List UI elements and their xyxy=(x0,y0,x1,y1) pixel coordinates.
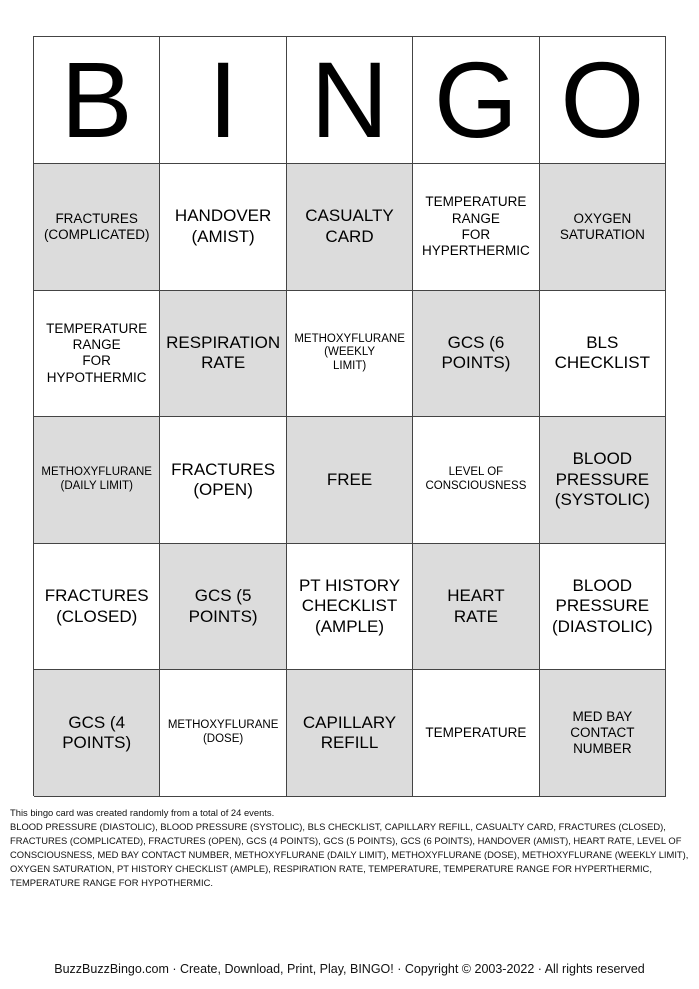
header-letter-o: O xyxy=(540,37,666,164)
bingo-cell: TEMPERATURE RANGE FOR HYPERTHERMIC xyxy=(413,164,539,291)
bingo-cell: TEMPERATURE xyxy=(413,670,539,797)
bingo-cell: RESPIRATION RATE xyxy=(160,291,287,418)
bingo-cell: OXYGEN SATURATION xyxy=(540,164,666,291)
bingo-cell: GCS (4 POINTS) xyxy=(34,670,160,797)
bingo-cell: CASUALTY CARD xyxy=(287,164,413,291)
bingo-cell: GCS (6 POINTS) xyxy=(413,291,539,418)
card-notes xyxy=(10,806,692,890)
bingo-cell: GCS (5 POINTS) xyxy=(160,544,286,671)
bingo-row xyxy=(34,670,666,797)
bingo-cell: BLS CHECKLIST xyxy=(540,291,666,418)
bingo-row xyxy=(34,417,666,544)
bingo-row xyxy=(34,291,666,418)
header-letter-i: I xyxy=(160,37,286,164)
bingo-header-row xyxy=(34,37,666,164)
bingo-cell: LEVEL OF CONSCIOUSNESS xyxy=(413,417,539,544)
header-letter-g: G xyxy=(413,37,539,164)
bingo-row xyxy=(34,544,666,671)
bingo-cell: PT HISTORY CHECKLIST (AMPLE) xyxy=(287,544,413,671)
bingo-cell: METHOXYFLURANE (WEEKLY LIMIT) xyxy=(287,291,413,418)
bingo-row xyxy=(34,164,666,291)
bingo-cell: MED BAY CONTACT NUMBER xyxy=(540,670,666,797)
bingo-cell: BLOOD PRESSURE (SYSTOLIC) xyxy=(540,417,666,544)
bingo-cell: FRACTURES (OPEN) xyxy=(160,417,286,544)
bingo-cell: CAPILLARY REFILL xyxy=(287,670,413,797)
bingo-cell: METHOXYFLURANE (DOSE) xyxy=(160,670,286,797)
bingo-cell: TEMPERATURE RANGE FOR HYPOTHERMIC xyxy=(34,291,160,418)
bingo-cell: HEART RATE xyxy=(413,544,539,671)
bingo-cell: HANDOVER (AMIST) xyxy=(160,164,286,291)
bingo-cell: FRACTURES (CLOSED) xyxy=(34,544,160,671)
header-letter-n: N xyxy=(287,37,413,164)
bingo-cell: FREE xyxy=(287,417,413,544)
bingo-grid xyxy=(34,164,666,797)
notes-intro: This bingo card was created randomly from a total of 24 events. xyxy=(10,807,275,818)
bingo-cell: METHOXYFLURANE (DAILY LIMIT) xyxy=(34,417,160,544)
bingo-card xyxy=(33,36,666,796)
bingo-cell: FRACTURES (COMPLICATED) xyxy=(34,164,160,291)
notes-event-list: BLOOD PRESSURE (DIASTOLIC), BLOOD PRESSURE (SYSTOLIC), BLS CHECKLIST, CAPILLARY REFILL, CASUALTY CARD, FRACTURES (CLOSED), FRACTURES (COMPLICATED), FRACTURES (OPEN), GCS (4 POINTS), GCS (5 POINTS), GCS (6 POINTS), HANDOVER (AMIST), HEART RATE, LEVEL OF CONSCIOUSNESS, MED BAY CONTACT NUMBER, METHOXYFLURANE (DAILY LIMIT), METHOXYFLURANE (DOSE), METHOXYFLURANE (WEEKLY LIMIT), OXYGEN SATURATION, PT HISTORY CHECKLIST (AMPLE), RESPIRATION RATE, TEMPERATURE, TEMPERATURE RANGE FOR HYPERTHERMIC, TEMPERATURE RANGE FOR HYPOTHERMIC. xyxy=(10,821,689,888)
page-footer: BuzzBuzzBingo.com · Create, Download, Print, Play, BINGO! · Copyright © 2003-2022 · All rights reserved xyxy=(54,962,645,976)
header-letter-b: B xyxy=(34,37,160,164)
bingo-cell: BLOOD PRESSURE (DIASTOLIC) xyxy=(540,544,666,671)
